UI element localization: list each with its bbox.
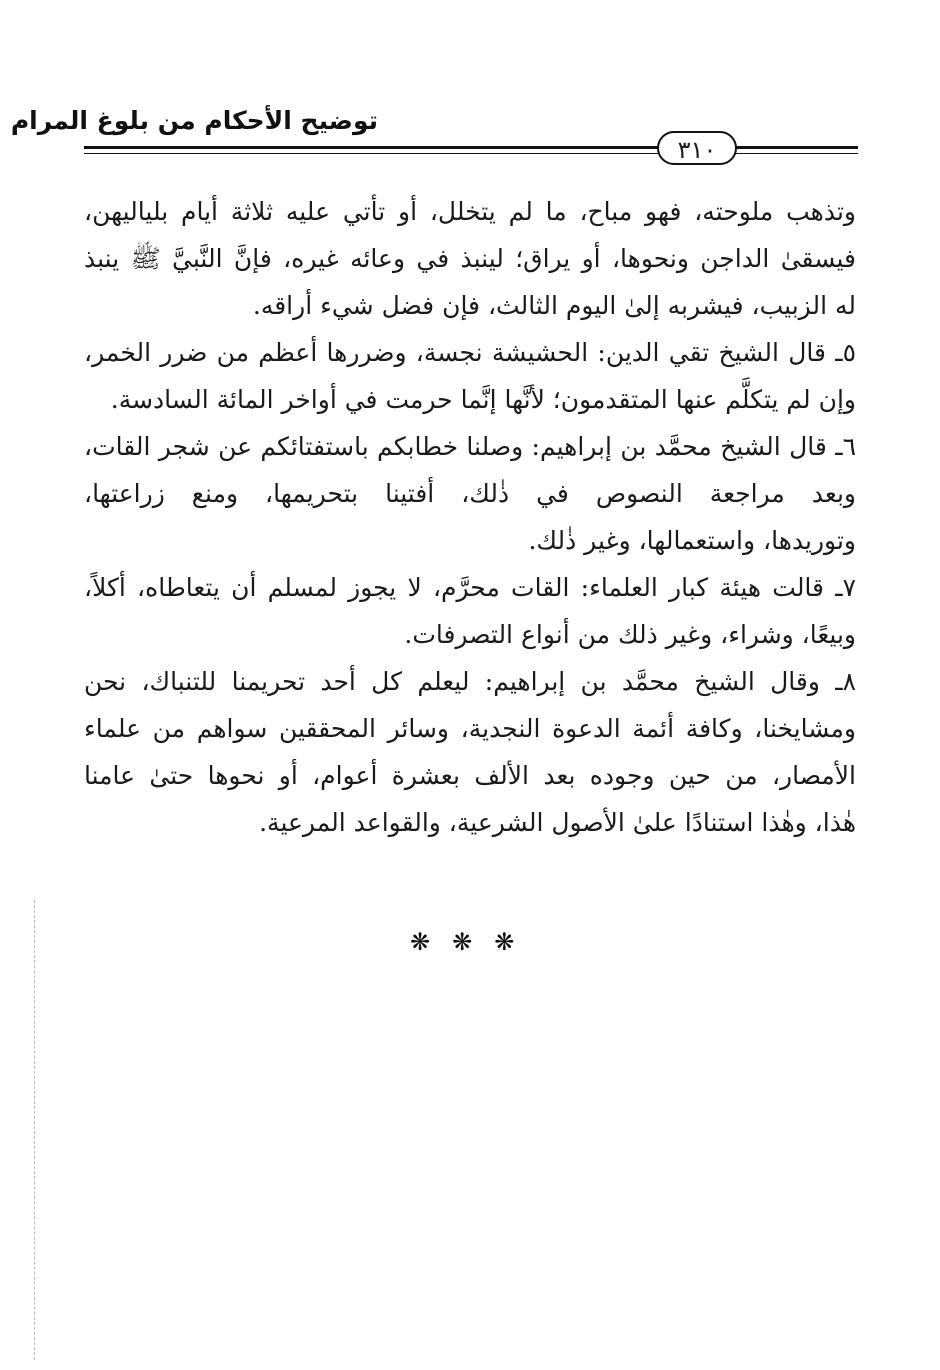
text-line: وبعد مراجعة النصوص في ذٰلك، أفتينا بتحريمها، ومنع زراعتها، [84, 479, 856, 508]
body-text [84, 188, 856, 846]
section-separator-stars: ❋❋❋ [410, 928, 537, 956]
text-line: وتوريدها، واستعمالها، وغير ذٰلك. [528, 526, 856, 555]
text-line: وتذهب ملوحته، فهو مباح، ما لم يتخلل، أو تأتي عليه ثلاثة أيام بلياليهن، [84, 197, 856, 226]
text-line: ٦ـ قال الشيخ محمَّد بن إبراهيم: وصلنا خطابكم باستفتائكم عن شجر القات، [84, 432, 856, 461]
page-number: ٣١٠ [657, 131, 737, 165]
header-rule-thick-right [736, 146, 858, 149]
running-header-title: توضيح الأحكام من بلوغ المرام [10, 106, 378, 135]
text-line: ٨ـ وقال الشيخ محمَّد بن إبراهيم: ليعلم كل أحد تحريمنا للتنباك، نحن [84, 667, 856, 696]
header-rule-thin-right [736, 153, 858, 154]
text-line: ٥ـ قال الشيخ تقي الدين: الحشيشة نجسة، وضررها أعظم من ضرر الخمر، [84, 338, 856, 367]
text-line: هٰذا، وهٰذا استنادًا علىٰ الأصول الشرعية، والقواعد المرعية. [259, 808, 856, 837]
text-line: الأمصار، من حين وجوده بعد الألف بعشرة أعوام، أو نحوها حتىٰ عامنا [84, 761, 856, 790]
header-rule-thick-left [84, 146, 658, 149]
text-line: وإن لم يتكلَّم عنها المتقدمون؛ لأنَّها إنَّما حرمت في أواخر المائة السادسة. [110, 385, 856, 414]
text-line: وبيعًا، وشراء، وغير ذلك من أنواع التصرفات. [404, 620, 856, 649]
text-line: له الزبيب، فيشربه إلىٰ اليوم الثالث، فإن فضل شيء أراقه. [252, 291, 856, 320]
header-rule-thin-left [84, 153, 658, 154]
text-line: ٧ـ قالت هيئة كبار العلماء: القات محرَّم، لا يجوز لمسلم أن يتعاطاه، أكلاً، [84, 573, 856, 602]
scan-margin-line [34, 900, 35, 1360]
text-line: فيسقىٰ الداجن ونحوها، أو يراق؛ لينبذ في وعائه غيره، فإنَّ النَّبيَّ ﷺ ينبذ [84, 244, 856, 273]
text-line: ومشايخنا، وكافة أئمة الدعوة النجدية، وسائر المحققين سواهم من علماء [84, 714, 856, 743]
